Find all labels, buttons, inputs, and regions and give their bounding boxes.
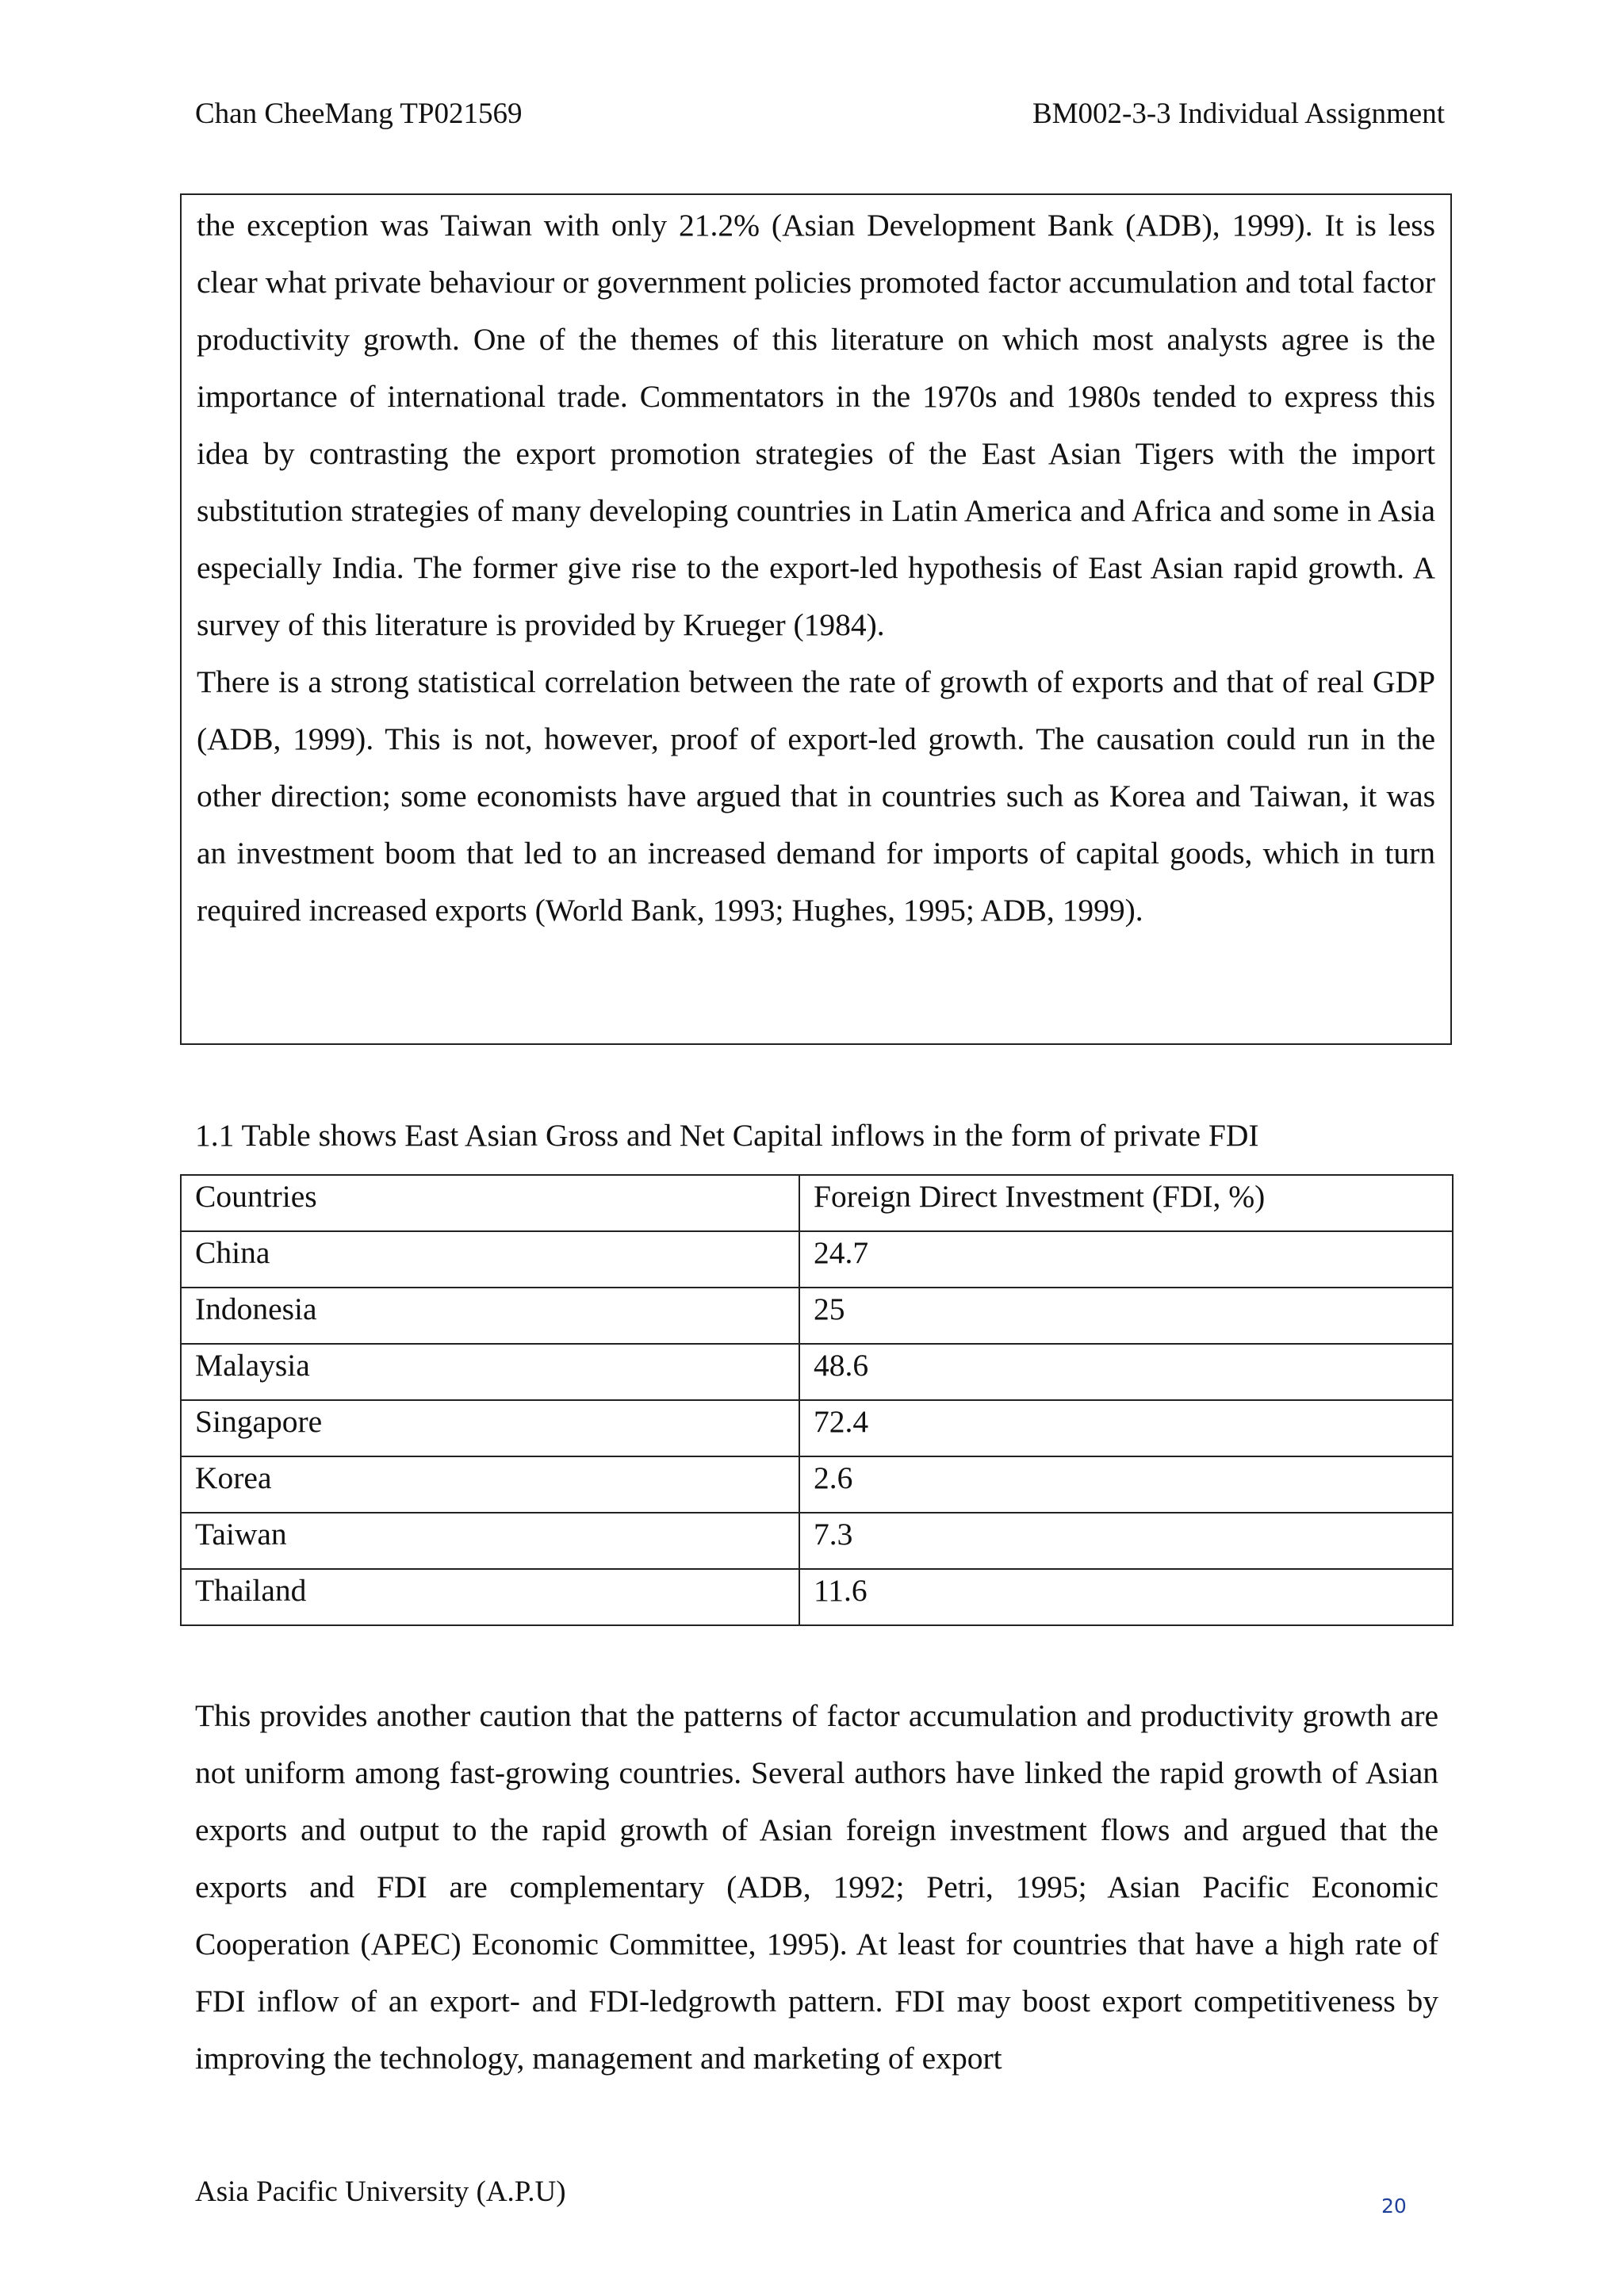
body-paragraph-1: This provides another caution that the patterns of factor accumulation and productivity growth are not uniform among fast-growing countries. Several authors have linked the rapid growth of Asian exports and output to the rapid growth of Asian foreign investment flows and argued that the exports and FDI are complementary (ADB, 1992; Petri, 1995; Asian Pacific Economic Cooperation (APEC) Economic Committee, 1995). At least for countries that have a high rate of FDI inflow of an export- and FDI-ledgrowth pattern. FDI may boost export competitiveness by improving the technology, management and marketing of export [195,1698,1438,2076]
country-cell: Thailand [181,1569,799,1625]
boxed-paragraph-2: There is a strong statistical correlation between the rate of growth of exports and that of real GDP (ADB, 1999). This is not, however, proof of export-led growth. The causation could run in the other direction; some economists have argued that in countries such as Korea and Taiwan, it was an investment boom that led to an increased demand for imports of capital goods, which in turn required increased exports (World Bank, 1993; Hughes, 1995; ADB, 1999). [197,664,1435,928]
fdi-value-cell: 48.6 [799,1344,1453,1400]
table-row [181,1400,1453,1456]
fdi-value-cell: 72.4 [799,1400,1453,1456]
country-cell: Korea [181,1456,799,1513]
table-header-row [181,1175,1453,1231]
boxed-paragraph-1: the exception was Taiwan with only 21.2% (Asian Development Bank (ADB), 1999). It is less clear what private behaviour or government policies promoted factor accumulation and total factor productivity growth. One of the themes of this literature on which most analysts agree is the importance of international trade. Commentators in the 1970s and 1980s tended to express this idea by contrasting the export promotion strategies of the East Asian Tigers with the import substitution strategies of many developing countries in Latin America and Africa and some in Asia especially India. The former give rise to the export-led hypothesis of East Asian rapid growth. A survey of this literature is provided by Krueger (1984). [197,208,1435,642]
body-section [195,1687,1438,2087]
table-row [181,1569,1453,1625]
table-row [181,1513,1453,1569]
table-caption: 1.1 Table shows East Asian Gross and Net Capital inflows in the form of private FDI [195,1118,1259,1153]
table-row [181,1231,1453,1288]
header-countries: Countries [181,1175,799,1231]
fdi-value-cell: 2.6 [799,1456,1453,1513]
fdi-value-cell: 7.3 [799,1513,1453,1569]
country-cell: Indonesia [181,1288,799,1344]
header-course: BM002-3-3 Individual Assignment [1032,98,1445,130]
header-fdi: Foreign Direct Investment (FDI, %) [799,1175,1453,1231]
table-row [181,1288,1453,1344]
header-author: Chan CheeMang TP021569 [195,98,523,130]
page-number: 20 [1381,2195,1407,2218]
fdi-table [180,1174,1454,1626]
country-cell: Singapore [181,1400,799,1456]
fdi-value-cell: 24.7 [799,1231,1453,1288]
fdi-value-cell: 11.6 [799,1569,1453,1625]
boxed-text-frame [180,193,1452,1045]
country-cell: China [181,1231,799,1288]
country-cell: Malaysia [181,1344,799,1400]
table-row [181,1456,1453,1513]
fdi-value-cell: 25 [799,1288,1453,1344]
footer-institution: Asia Pacific University (A.P.U) [195,2175,566,2208]
table-row [181,1344,1453,1400]
country-cell: Taiwan [181,1513,799,1569]
